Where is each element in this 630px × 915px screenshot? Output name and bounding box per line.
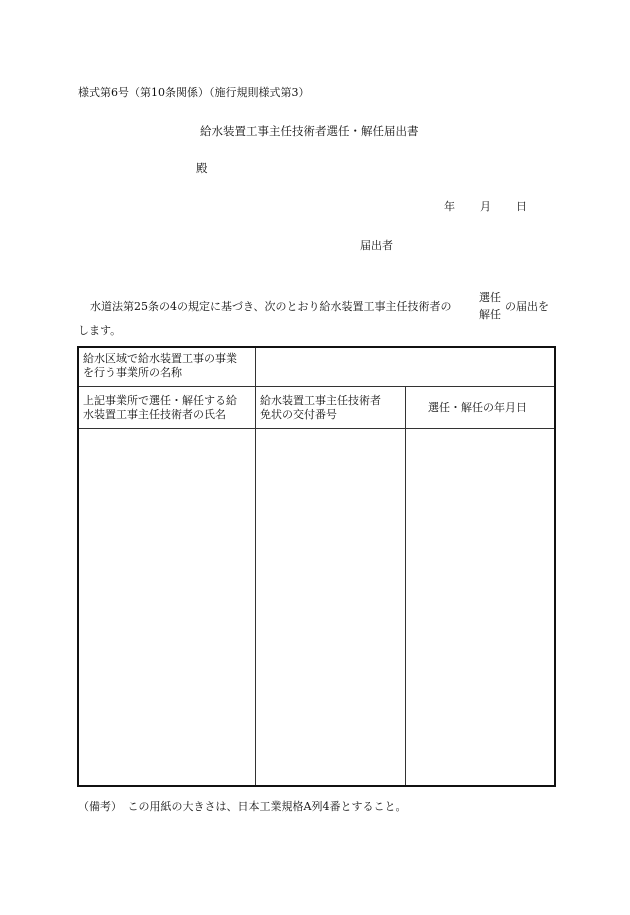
form-table: [77, 346, 556, 787]
office-name-label: [83, 352, 237, 380]
table-divider-row1-col: [255, 348, 256, 386]
table-divider-col2: [405, 386, 406, 785]
date-year-label: 年: [444, 200, 455, 213]
engineer-name-field[interactable]: [81, 432, 253, 782]
body-text-line2: します。: [78, 324, 122, 337]
license-number-field[interactable]: [258, 432, 403, 782]
appointment-dismissal-stack: [479, 289, 501, 323]
notifier-label: 届出者: [360, 239, 393, 252]
license-number-header-line2: 免状の交付番号: [260, 408, 337, 421]
stacked-option-dismissal: 解任: [479, 308, 501, 321]
body-text-line1: 水道法第25条の4の規定に基づき、次のとおり給水装置工事主任技術者の: [90, 300, 452, 313]
date-month-label: 月: [480, 200, 491, 213]
body-text-line1-tail: の届出を: [505, 300, 549, 313]
office-name-label-line1: 給水区域で給水装置工事の事業: [83, 352, 237, 365]
office-name-field[interactable]: [259, 352, 552, 382]
table-divider-col1: [255, 386, 256, 785]
date-day-label: 日: [516, 200, 527, 213]
table-divider-header: [79, 428, 554, 429]
engineer-name-header-line2: 水装置工事主任技術者の氏名: [83, 408, 226, 421]
addressee-suffix: 殿: [196, 161, 208, 175]
form-title: 給水装置工事主任技術者選任・解任届出書: [200, 124, 419, 138]
office-name-label-line2: を行う事業所の名称: [83, 366, 182, 379]
stacked-option-appointment: 選任: [479, 291, 501, 304]
table-divider-row1: [79, 386, 554, 387]
license-number-header-line1: 給水装置工事主任技術者: [260, 394, 381, 407]
remarks-note: （備考） この用紙の大きさは、日本工業規格A列4番とすること。: [78, 800, 407, 813]
engineer-name-header-line1: 上記事業所で選任・解任する給: [83, 394, 237, 407]
license-number-header: [260, 394, 381, 422]
form-number: 様式第6号（第10条関係）（施行規則様式第3）: [78, 86, 310, 99]
appointment-date-header: 選任・解任の年月日: [428, 401, 527, 414]
appointment-date-field[interactable]: [408, 432, 552, 782]
engineer-name-header: [83, 394, 237, 422]
